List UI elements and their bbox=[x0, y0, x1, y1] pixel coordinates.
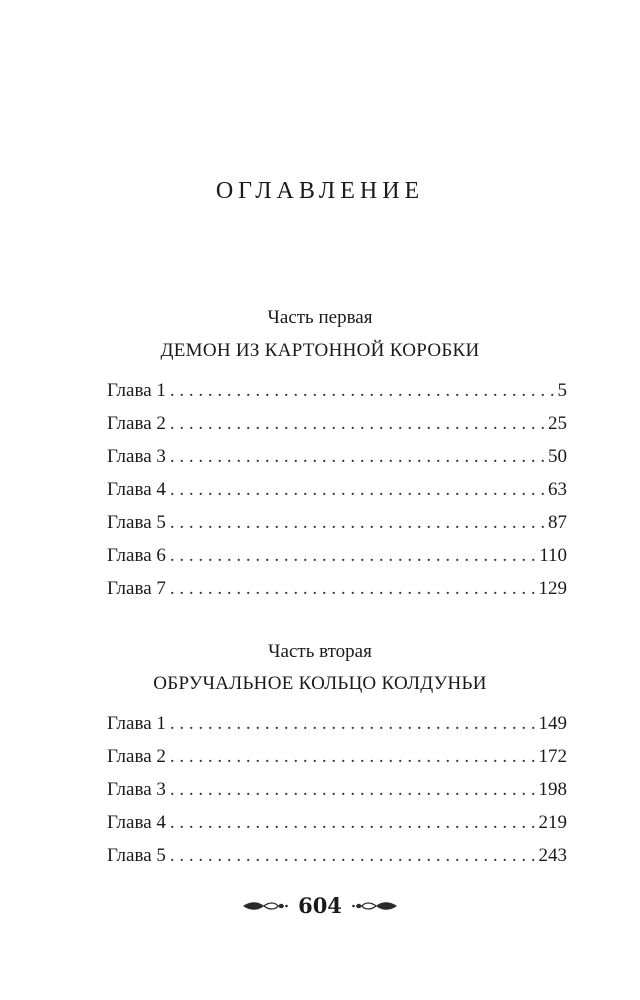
toc-entry[interactable] bbox=[107, 512, 567, 545]
chapter-name: Глава 4 bbox=[107, 479, 166, 500]
toc-entry[interactable] bbox=[107, 812, 567, 845]
toc-entry[interactable] bbox=[107, 479, 567, 512]
left-flourish-icon bbox=[242, 898, 288, 914]
part-one-chapter-list bbox=[107, 380, 567, 611]
dot-leader bbox=[170, 380, 554, 402]
toc-entry[interactable] bbox=[107, 746, 567, 779]
toc-entry[interactable] bbox=[107, 413, 567, 446]
chapter-page-number: 110 bbox=[539, 545, 567, 566]
toc-entry[interactable] bbox=[107, 578, 567, 611]
part-two-title: ОБРУЧАЛЬНОЕ КОЛЬЦО КОЛДУНЬИ bbox=[153, 673, 487, 694]
chapter-page-number: 87 bbox=[548, 512, 567, 533]
chapter-page-number: 149 bbox=[538, 713, 567, 734]
dot-leader bbox=[170, 545, 535, 567]
chapter-name: Глава 4 bbox=[107, 812, 166, 833]
part-one-label: Часть первая bbox=[267, 307, 373, 328]
part-two-chapter-list bbox=[107, 713, 567, 878]
toc-entry[interactable] bbox=[107, 545, 567, 578]
chapter-name: Глава 7 bbox=[107, 578, 166, 599]
chapter-page-number: 63 bbox=[548, 479, 567, 500]
chapter-name: Глава 2 bbox=[107, 746, 166, 767]
dot-leader bbox=[170, 779, 535, 801]
chapter-page-number: 50 bbox=[548, 446, 567, 467]
right-flourish-icon bbox=[352, 898, 398, 914]
chapter-page-number: 243 bbox=[538, 845, 567, 866]
chapter-name: Глава 6 bbox=[107, 545, 166, 566]
toc-entry[interactable] bbox=[107, 779, 567, 812]
dot-leader bbox=[170, 845, 535, 867]
part-one-title: ДЕМОН ИЗ КАРТОННОЙ КОРОБКИ bbox=[160, 340, 480, 361]
dot-leader bbox=[170, 812, 535, 834]
chapter-page-number: 5 bbox=[557, 380, 567, 401]
toc-entry[interactable] bbox=[107, 380, 567, 413]
dot-leader bbox=[170, 512, 544, 534]
chapter-page-number: 172 bbox=[538, 746, 567, 767]
dot-leader bbox=[170, 713, 535, 735]
dot-leader bbox=[170, 413, 544, 435]
page-number: 604 bbox=[298, 893, 342, 918]
toc-entry[interactable] bbox=[107, 713, 567, 746]
page-title: ОГЛАВЛЕНИЕ bbox=[215, 178, 425, 204]
part-two-label: Часть вторая bbox=[268, 641, 372, 662]
chapter-name: Глава 2 bbox=[107, 413, 166, 434]
chapter-name: Глава 1 bbox=[107, 713, 166, 734]
chapter-page-number: 129 bbox=[538, 578, 567, 599]
chapter-name: Глава 1 bbox=[107, 380, 166, 401]
dot-leader bbox=[170, 479, 544, 501]
page-folio bbox=[0, 893, 640, 918]
chapter-name: Глава 5 bbox=[107, 512, 166, 533]
chapter-name: Глава 3 bbox=[107, 779, 166, 800]
toc-entry[interactable] bbox=[107, 845, 567, 878]
toc-entry[interactable] bbox=[107, 446, 567, 479]
chapter-name: Глава 3 bbox=[107, 446, 166, 467]
dot-leader bbox=[170, 578, 535, 600]
chapter-page-number: 25 bbox=[548, 413, 567, 434]
chapter-name: Глава 5 bbox=[107, 845, 166, 866]
chapter-page-number: 219 bbox=[538, 812, 567, 833]
chapter-page-number: 198 bbox=[538, 779, 567, 800]
dot-leader bbox=[170, 746, 535, 768]
dot-leader bbox=[170, 446, 544, 468]
